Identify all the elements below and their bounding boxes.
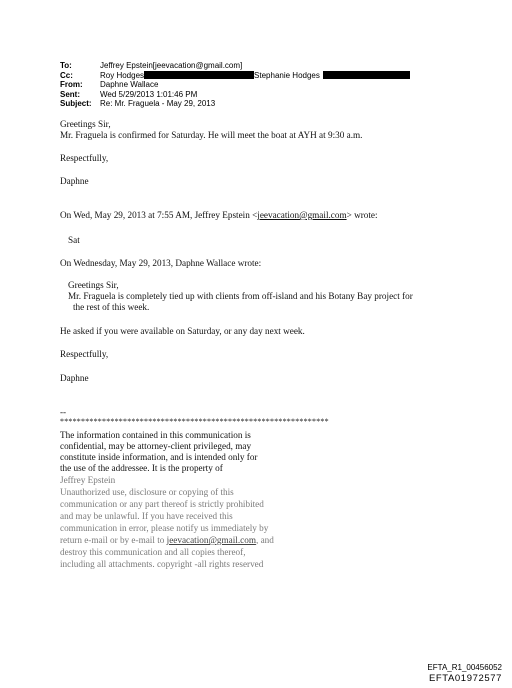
quote-intro-text: > wrote: (346, 210, 378, 220)
subject-label: Subject: (60, 99, 92, 109)
quote-greeting: Greetings Sir, (68, 280, 119, 290)
from-label: From: (60, 80, 83, 90)
document-id: EFTA_R1_00456052 (427, 663, 502, 672)
to-value: Jeffrey Epstein[jeevacation@gmail.com] (100, 61, 243, 70)
sent-value: Wed 5/29/2013 1:01:46 PM (100, 89, 198, 99)
quote-intro-text: On Wed, May 29, 2013 at 7:55 AM, Jeffrey Epstein < (60, 210, 258, 220)
disclaimer-line: Unauthorized use, disclosure or copying of this (60, 487, 234, 497)
quote-intro (60, 210, 378, 220)
disclaimer-line: the use of the addressee. It is the property of (60, 463, 223, 473)
sent-label: Sent: (60, 89, 80, 99)
disclaimer-line: constitute inside information, and is intended only for (60, 452, 258, 462)
email-link[interactable]: jeevacation@gmail.com (166, 535, 256, 545)
quote-question: He asked if you were available on Saturday, or any day next week. (60, 326, 305, 336)
email-link[interactable]: jeevacation@gmail.com (257, 210, 347, 220)
disclaimer-line: Jeffrey Epstein (60, 475, 116, 485)
disclaimer-line: and may be unlawful. If you have received this (60, 511, 233, 521)
disclaimer-line: destroy this communication and all copies thereof, (60, 547, 246, 557)
to-row (60, 61, 410, 71)
cc-value-1: Roy Hodges (100, 70, 145, 80)
disclaimer-line: communication or any part thereof is strictly prohibited (60, 499, 264, 509)
document-id: EFTA01972577 (428, 673, 502, 684)
disclaimer-dashes: -- (60, 407, 67, 417)
from-value: Daphne Wallace (100, 80, 159, 90)
quote-signature: Daphne (60, 373, 89, 383)
disclaimer-line: including all attachments. copyright -all rights reserved (60, 559, 264, 569)
disclaimer-line: communication in error, please notify us immediately by (60, 523, 269, 533)
subject-value: Re: Mr. Fraguela - May 29, 2013 (100, 99, 216, 109)
cc-row (60, 71, 410, 81)
quote-line: the rest of this week. (73, 302, 150, 312)
disclaimer-text: return e-mail or by e-mail to (60, 535, 167, 545)
reply-line: Mr. Fraguela is confirmed for Saturday. He will meet the boat at AYH at 9:30 a.m. (60, 130, 363, 140)
redaction-bar (144, 71, 254, 79)
disclaimer-line (60, 535, 274, 545)
subject-row (60, 99, 410, 109)
quote-text: Sat (68, 235, 80, 245)
reply-closing: Respectfully, (60, 153, 109, 163)
reply-signature: Daphne (60, 176, 89, 186)
disclaimer-line: The information contained in this communication is (60, 430, 251, 440)
disclaimer-text: , and (255, 535, 274, 545)
email-header (60, 61, 410, 109)
quote-line: Mr. Fraguela is completely tied up with clients from off-island and his Botany Bay project for (68, 291, 413, 301)
redaction-bar (323, 71, 410, 79)
quote-intro: On Wednesday, May 29, 2013, Daphne Wallace wrote: (60, 258, 262, 268)
cc-label: Cc: (60, 70, 73, 80)
to-label: To: (60, 61, 72, 70)
quote-closing: Respectfully, (60, 349, 109, 359)
sent-row (60, 90, 410, 100)
cc-value-2: Stephanie Hodges (254, 70, 320, 80)
disclaimer-line: confidential, may be attorney-client privileged, may (60, 441, 252, 451)
disclaimer-stars: **************************************************************** (60, 417, 329, 426)
from-row (60, 80, 410, 90)
reply-greeting: Greetings Sir, (60, 119, 111, 129)
